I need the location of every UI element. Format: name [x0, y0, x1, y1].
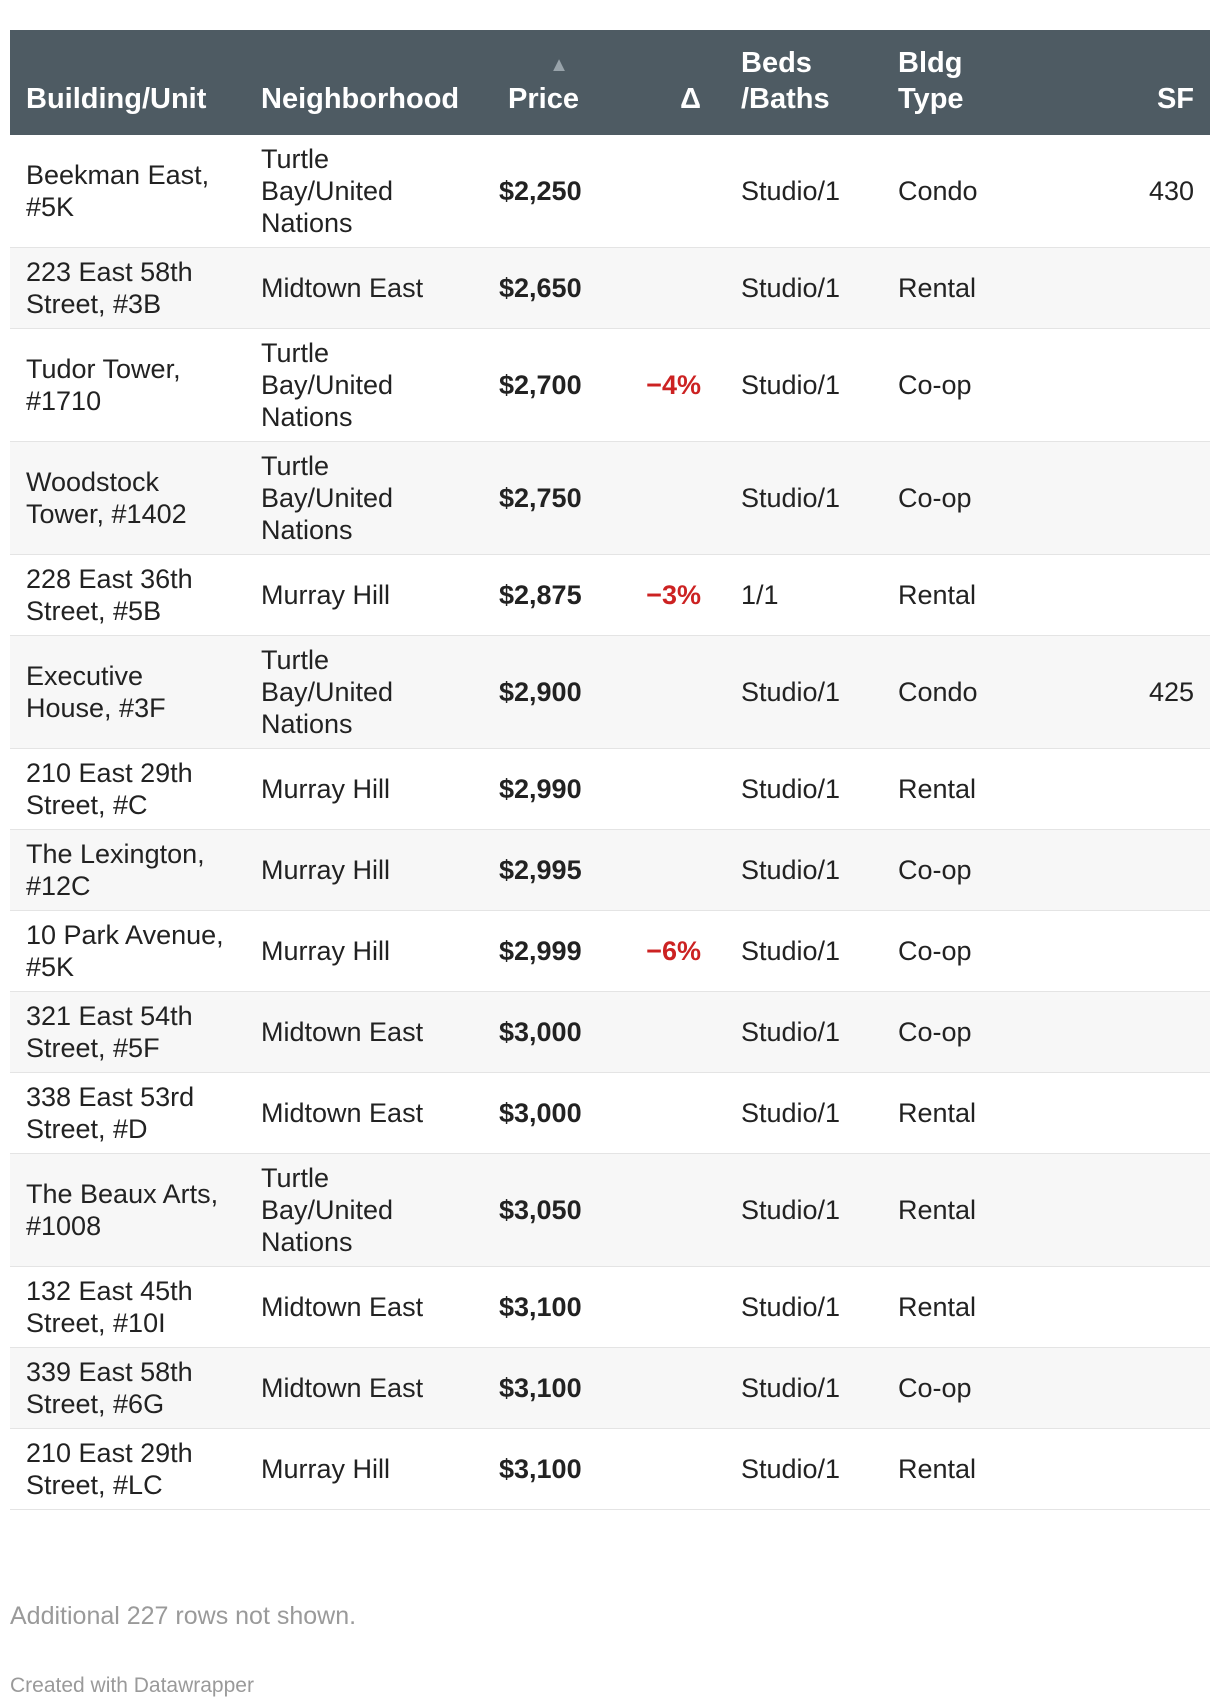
cell-building: 10 Park Avenue, #5K: [10, 911, 245, 992]
table-row: [10, 1267, 1210, 1348]
cell-beds-baths: Studio/1: [725, 992, 882, 1073]
cell-building: 210 East 29th Street, #LC: [10, 1429, 245, 1510]
cell-neighborhood: Murray Hill: [245, 1429, 483, 1510]
cell-delta: [595, 135, 725, 248]
rows-not-shown-note: Additional 227 rows not shown.: [10, 1602, 357, 1630]
cell-bldg-type: Rental: [882, 1267, 1027, 1348]
cell-sf: [1027, 1154, 1210, 1267]
cell-price: $2,700: [483, 329, 595, 442]
cell-sf: [1027, 911, 1210, 992]
column-header-building[interactable]: Building/Unit: [26, 83, 207, 115]
cell-price: $2,990: [483, 749, 595, 830]
cell-bldg-type: Rental: [882, 1429, 1027, 1510]
cell-price: $2,875: [483, 555, 595, 636]
cell-sf: [1027, 329, 1210, 442]
cell-bldg-type: Condo: [882, 135, 1027, 248]
cell-neighborhood: Murray Hill: [245, 555, 483, 636]
datawrapper-credit[interactable]: Created with Datawrapper: [10, 1674, 254, 1697]
cell-delta: [595, 749, 725, 830]
cell-bldg-type: Rental: [882, 555, 1027, 636]
cell-beds-baths: Studio/1: [725, 1267, 882, 1348]
cell-neighborhood: Murray Hill: [245, 911, 483, 992]
table-row: [10, 1429, 1210, 1510]
cell-bldg-type: Rental: [882, 1073, 1027, 1154]
cell-beds-baths: Studio/1: [725, 248, 882, 329]
cell-building: Beekman East, #5K: [10, 135, 245, 248]
cell-sf: 430: [1027, 135, 1210, 248]
cell-delta: [595, 1348, 725, 1429]
cell-delta: [595, 1429, 725, 1510]
cell-price: $3,100: [483, 1267, 595, 1348]
cell-bldg-type: Co-op: [882, 1348, 1027, 1429]
cell-sf: [1027, 1429, 1210, 1510]
cell-delta: [595, 830, 725, 911]
column-header-beds-baths[interactable]: Beds /Baths: [741, 47, 830, 115]
cell-beds-baths: Studio/1: [725, 1348, 882, 1429]
table-row: [10, 1348, 1210, 1429]
cell-beds-baths: Studio/1: [725, 1073, 882, 1154]
column-header-price[interactable]: ▲ Price: [483, 30, 595, 135]
cell-building: 339 East 58th Street, #6G: [10, 1348, 245, 1429]
cell-sf: [1027, 830, 1210, 911]
cell-beds-baths: Studio/1: [725, 1429, 882, 1510]
cell-delta: [595, 248, 725, 329]
cell-neighborhood: Turtle Bay/United Nations: [245, 442, 483, 555]
table-row: [10, 329, 1210, 442]
cell-bldg-type: Co-op: [882, 911, 1027, 992]
cell-price: $2,995: [483, 830, 595, 911]
cell-price: $3,100: [483, 1429, 595, 1510]
cell-price: $2,650: [483, 248, 595, 329]
cell-neighborhood: Turtle Bay/United Nations: [245, 1154, 483, 1267]
table-row: [10, 636, 1210, 749]
cell-sf: [1027, 442, 1210, 555]
cell-bldg-type: Co-op: [882, 830, 1027, 911]
cell-price: $2,900: [483, 636, 595, 749]
cell-price: $3,100: [483, 1348, 595, 1429]
table-row: [10, 830, 1210, 911]
table-row: [10, 442, 1210, 555]
table-row: [10, 248, 1210, 329]
cell-neighborhood: Murray Hill: [245, 830, 483, 911]
cell-building: 210 East 29th Street, #C: [10, 749, 245, 830]
column-header-neighborhood[interactable]: Neighborhood: [261, 83, 460, 115]
cell-price: $3,000: [483, 1073, 595, 1154]
column-header-bldg-type[interactable]: Bldg Type: [898, 47, 964, 115]
cell-building: The Lexington, #12C: [10, 830, 245, 911]
cell-building: 223 East 58th Street, #3B: [10, 248, 245, 329]
cell-building: Tudor Tower, #1710: [10, 329, 245, 442]
cell-sf: [1027, 248, 1210, 329]
cell-neighborhood: Turtle Bay/United Nations: [245, 636, 483, 749]
cell-neighborhood: Turtle Bay/United Nations: [245, 329, 483, 442]
cell-delta: −4%: [595, 329, 725, 442]
cell-bldg-type: Co-op: [882, 329, 1027, 442]
listings-table-container: [10, 30, 1210, 1510]
cell-building: 321 East 54th Street, #5F: [10, 992, 245, 1073]
cell-beds-baths: Studio/1: [725, 329, 882, 442]
cell-beds-baths: Studio/1: [725, 830, 882, 911]
cell-building: The Beaux Arts, #1008: [10, 1154, 245, 1267]
cell-sf: 425: [1027, 636, 1210, 749]
cell-delta: [595, 636, 725, 749]
table-row: [10, 749, 1210, 830]
cell-price: $3,050: [483, 1154, 595, 1267]
cell-delta: [595, 442, 725, 555]
cell-beds-baths: Studio/1: [725, 749, 882, 830]
cell-bldg-type: Co-op: [882, 992, 1027, 1073]
cell-delta: [595, 992, 725, 1073]
cell-building: 228 East 36th Street, #5B: [10, 555, 245, 636]
cell-delta: [595, 1073, 725, 1154]
cell-beds-baths: 1/1: [725, 555, 882, 636]
cell-price: $2,250: [483, 135, 595, 248]
cell-bldg-type: Rental: [882, 749, 1027, 830]
cell-neighborhood: Midtown East: [245, 1348, 483, 1429]
cell-delta: [595, 1154, 725, 1267]
cell-neighborhood: Turtle Bay/United Nations: [245, 135, 483, 248]
cell-beds-baths: Studio/1: [725, 636, 882, 749]
cell-price: $2,999: [483, 911, 595, 992]
cell-sf: [1027, 749, 1210, 830]
cell-bldg-type: Rental: [882, 248, 1027, 329]
cell-sf: [1027, 1267, 1210, 1348]
table-row: [10, 135, 1210, 248]
cell-delta: −6%: [595, 911, 725, 992]
cell-neighborhood: Midtown East: [245, 248, 483, 329]
cell-sf: [1027, 1348, 1210, 1429]
cell-sf: [1027, 992, 1210, 1073]
cell-neighborhood: Midtown East: [245, 992, 483, 1073]
cell-bldg-type: Condo: [882, 636, 1027, 749]
table-row: [10, 992, 1210, 1073]
cell-building: Executive House, #3F: [10, 636, 245, 749]
cell-bldg-type: Co-op: [882, 442, 1027, 555]
cell-bldg-type: Rental: [882, 1154, 1027, 1267]
cell-building: 132 East 45th Street, #10I: [10, 1267, 245, 1348]
table-header-row: [10, 30, 1210, 135]
cell-beds-baths: Studio/1: [725, 1154, 882, 1267]
cell-neighborhood: Midtown East: [245, 1073, 483, 1154]
cell-price: $2,750: [483, 442, 595, 555]
cell-neighborhood: Midtown East: [245, 1267, 483, 1348]
sort-ascending-icon: ▲: [549, 54, 569, 76]
table-row: [10, 555, 1210, 636]
cell-delta: [595, 1267, 725, 1348]
column-header-sf[interactable]: SF: [1156, 83, 1194, 115]
cell-delta: −3%: [595, 555, 725, 636]
listings-table: [10, 30, 1210, 1510]
cell-neighborhood: Murray Hill: [245, 749, 483, 830]
cell-building: 338 East 53rd Street, #D: [10, 1073, 245, 1154]
column-header-delta[interactable]: Δ: [680, 83, 701, 115]
cell-building: Woodstock Tower, #1402: [10, 442, 245, 555]
table-row: [10, 1073, 1210, 1154]
table-row: [10, 911, 1210, 992]
cell-beds-baths: Studio/1: [725, 911, 882, 992]
cell-sf: [1027, 555, 1210, 636]
cell-price: $3,000: [483, 992, 595, 1073]
table-body: [10, 135, 1210, 1510]
table-row: [10, 1154, 1210, 1267]
cell-sf: [1027, 1073, 1210, 1154]
cell-beds-baths: Studio/1: [725, 135, 882, 248]
cell-beds-baths: Studio/1: [725, 442, 882, 555]
